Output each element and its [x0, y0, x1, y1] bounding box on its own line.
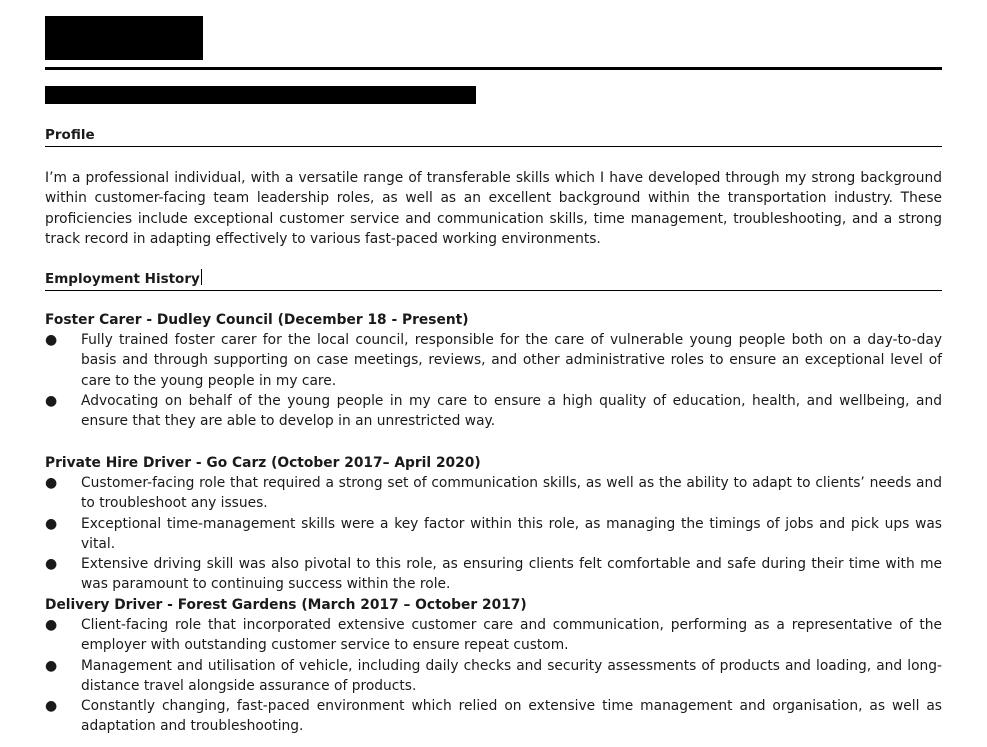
list-item: [45, 615, 942, 656]
bullet-icon: ●: [45, 617, 58, 633]
profile-heading-text: Profile: [45, 127, 95, 143]
bullet-icon: ●: [45, 332, 58, 348]
bullet-icon: ●: [45, 556, 58, 573]
redacted-name-block: [45, 16, 203, 60]
bullet-text: Advocating on behalf of the young people in my care to ensure a high quality of education, health, and wellbeing, and ensure that they are able to develop in an unrestricted way.: [81, 392, 942, 430]
bullet-icon: ●: [45, 475, 58, 491]
bullet-text: Extensive driving skill was also pivotal to this role, as ensuring clients felt comfortable and safe during their time with me was paramount to continuing success within the role.: [81, 556, 942, 593]
profile-text: I’m a professional individual, with a versatile range of transferable skills which I have developed through my strong background within customer-facing team leadership roles, as well as an excellent background within the transportation industry. These proficiencies include exceptional customer service and communication skills, time management, troubleshooting, and a strong track record in adapting effectively to various fast-paced working environments.: [45, 170, 942, 247]
list-item: [45, 330, 942, 391]
employment-heading-text: Employment History: [45, 271, 200, 287]
bullet-text: Fully trained foster carer for the local council, responsible for the care of vulnerable young people both on a day-to-day basis and through supporting on case meetings, reviews, and other administrative roles to ensure an exceptional level of care to the young people in my care.: [81, 332, 942, 389]
profile-heading: [45, 126, 942, 147]
job-bullets: [45, 330, 942, 431]
bullet-text: Management and utilisation of vehicle, including daily checks and security assessments of products and loading, and long-distance travel alongside assurance of products.: [81, 657, 942, 694]
list-item: [45, 554, 942, 595]
list-item: [45, 391, 942, 432]
text-cursor: [201, 269, 202, 285]
bullet-text: Constantly changing, fast-paced environment which relied on extensive time management and organisation, as well as adaptation and troubleshooting.: [81, 698, 942, 735]
job-title: Foster Carer - Dudley Council (December 18 - Present): [45, 312, 469, 328]
bullet-icon: ●: [45, 515, 58, 532]
bullet-icon: ●: [45, 657, 58, 674]
bullet-icon: ●: [45, 392, 58, 409]
redacted-contact-block: [45, 86, 476, 104]
list-item: [45, 656, 942, 697]
bullet-text: Exceptional time-management skills were a key factor within this role, as managing the timings of jobs and pick ups was vital.: [81, 515, 942, 552]
header-divider: [45, 67, 942, 70]
bullet-icon: ●: [45, 698, 58, 715]
list-item: [45, 696, 942, 737]
list-item: [45, 473, 942, 514]
list-item: [45, 514, 942, 555]
employment-heading: [45, 269, 942, 291]
job-bullets: [45, 473, 942, 595]
job-bullets: [45, 615, 942, 737]
job-title: Delivery Driver - Forest Gardens (March 2017 – October 2017): [45, 597, 527, 613]
job-title: Private Hire Driver - Go Carz (October 2017– April 2020): [45, 455, 481, 471]
bullet-text: Customer-facing role that required a strong set of communication skills, as well as the ability to adapt to clients’ needs and to troubleshoot any issues.: [81, 475, 942, 512]
bullet-text: Client-facing role that incorporated extensive customer care and communication, performing as a representative of the employer with outstanding customer service to ensure repeat custom.: [81, 617, 942, 654]
